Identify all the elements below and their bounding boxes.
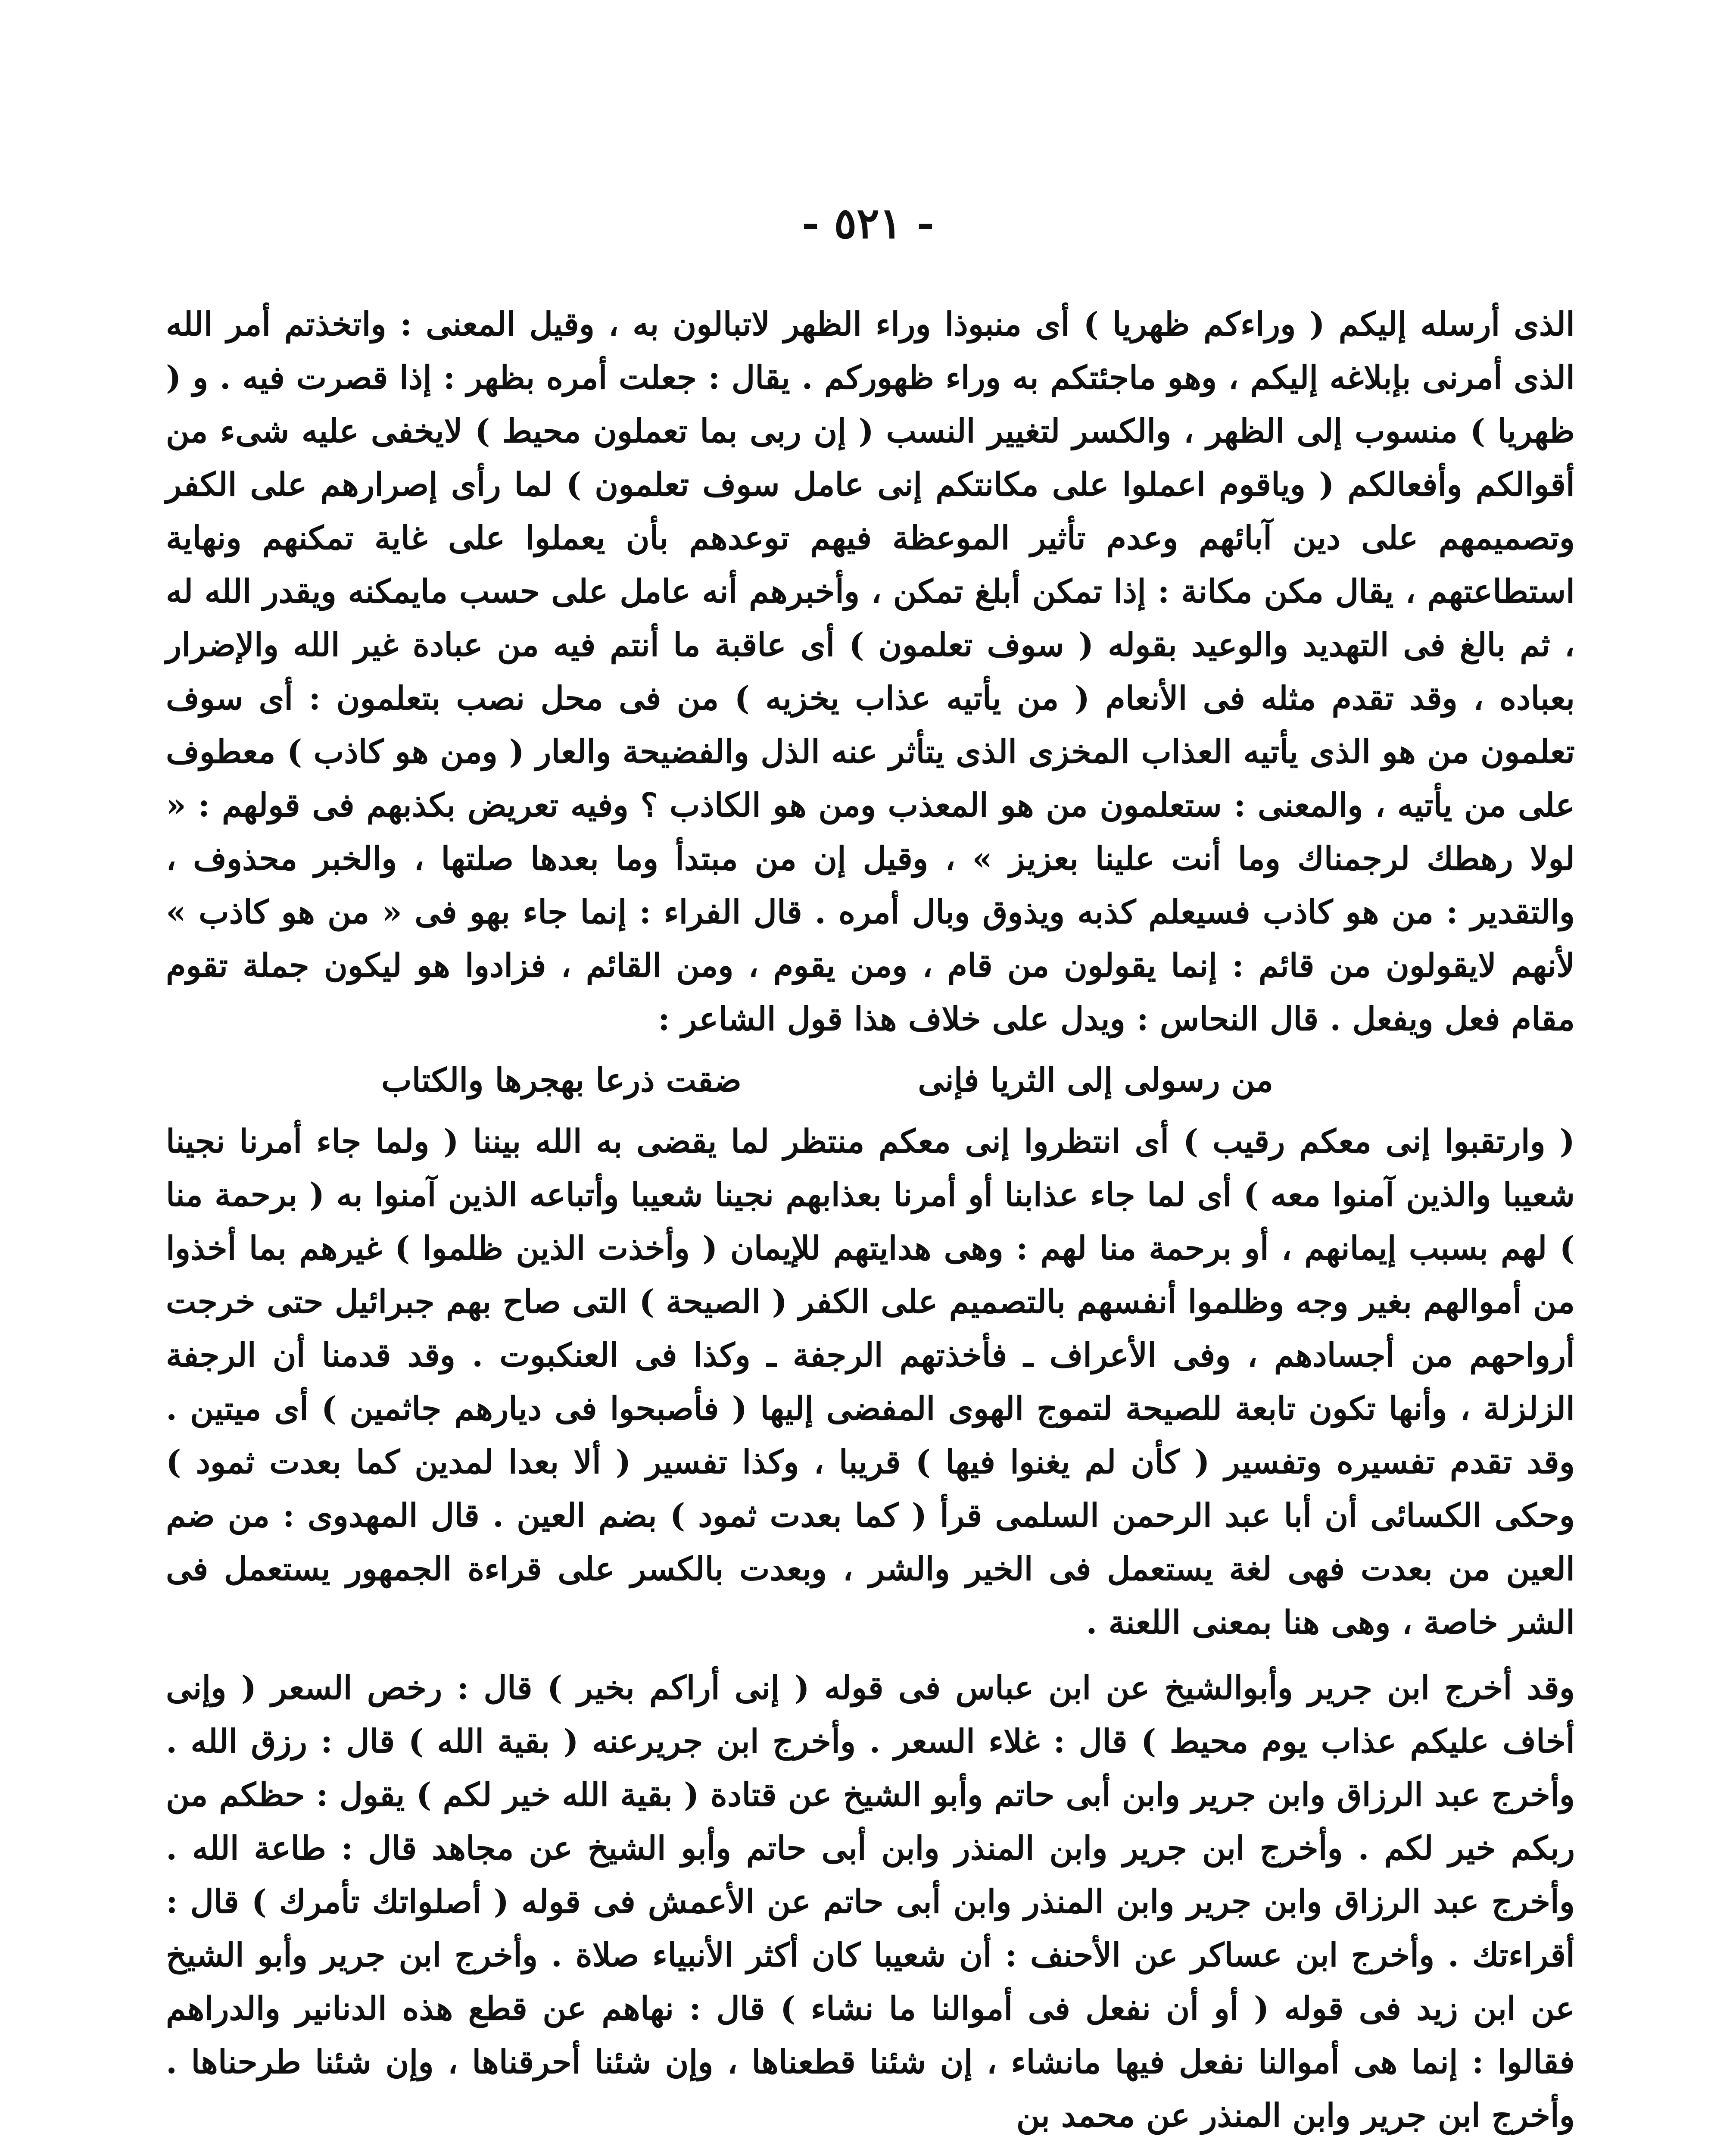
poetry-verse [166,1053,1575,1107]
page-number: - ٥٢١ - [801,199,935,248]
verse-second-hemistich: ضقت ذرعا بهجرها والكتاب [381,1061,742,1099]
paragraph-commentary-2: ( وارتقبوا إنى معكم رقيب ) أى انتظروا إنى معكم منتظر لما يقضى به الله بيننا ( ولما جاء أمرنا نجينا شعيبا والذين آمنوا معه ) أى لما جاء عذابنا أو أمرنا بعذابهم نجينا شعيبا وأتباعه الذين آمنوا به ( برحمة منا ) لهم بسبب إيمانهم ، أو برحمة منا لهم : وهى هدايتهم للإيمان ( وأخذت الذين ظلموا ) غيرهم بما أخذوا من أموالهم بغير وجه وظلموا أنفسهم بالتصميم على الكفر ( الصيحة ) التى صاح بهم جبرائيل حتى خرجت أرواحهم من أجسادهم ، وفى الأعراف ـ فأخذتهم الرجفة ـ وكذا فى العنكبوت . وقد قدمنا أن الرجفة الزلزلة ، وأنها تكون تابعة للصيحة لتموج الهوى المفضى إليها ( فأصبحوا فى ديارهم جاثمين ) أى ميتين . وقد تقدم تفسيره وتفسير ( كأن لم يغنوا فيها ) قريبا ، وكذا تفسير ( ألا بعدا لمدين كما بعدت ثمود ) وحكى الكسائى أن أبا عبد الرحمن السلمى قرأ ( كما بعدت ثمود ) بضم العين . قال المهدوى : من ضم العين من بعدت فهى لغة يستعمل فى الخير والشر ، وبعدت بالكسر على قراءة الجمهور يستعمل فى الشر خاصة ، وهى هنا بمعنى اللعنة . [166,1122,1575,1641]
main-text-block [166,297,1575,2142]
paragraph-commentary-1: الذى أرسله إليكم ( وراءكم ظهريا ) أى منبوذا وراء الظهر لاتبالون به ، وقيل المعنى : واتخذتم أمر الله الذى أمرنى بإبلاغه إليكم ، وهو ماجئتكم به وراء ظهوركم . يقال : جعلت أمره بظهر : إذا قصرت فيه . و ( ظهريا ) منسوب إلى الظهر ، والكسر لتغيير النسب ( إن ربى بما تعملون محيط ) لايخفى عليه شىء من أقوالكم وأفعالكم ( وياقوم اعملوا على مكانتكم إنى عامل سوف تعلمون ) لما رأى إصرارهم على الكفر وتصميمهم على دين آبائهم وعدم تأثير الموعظة فيهم توعدهم بأن يعملوا على غاية تمكنهم ونهاية استطاعتهم ، يقال مكن مكانة : إذا تمكن أبلغ تمكن ، وأخبرهم أنه عامل على حسب مايمكنه ويقدر الله له ، ثم بالغ فى التهديد والوعيد بقوله ( سوف تعلمون ) أى عاقبة ما أنتم فيه من عبادة غير الله والإضرار بعباده ، وقد تقدم مثله فى الأنعام ( من يأتيه عذاب يخزيه ) من فى محل نصب بتعلمون : أى سوف تعلمون من هو الذى يأتيه العذاب المخزى الذى يتأثر عنه الذل والفضيحة والعار ( ومن هو كاذب ) معطوف على من يأتيه ، والمعنى : ستعلمون من هو المعذب ومن هو الكاذب ؟ وفيه تعريض بكذبهم فى قولهم : « لولا رهطك لرجمناك وما أنت علينا بعزيز » ، وقيل إن من مبتدأ وما بعدها صلتها ، والخبر محذوف ، والتقدير : من هو كاذب فسيعلم كذبه ويذوق وبال أمره . قال الفراء : إنما جاء بهو فى « من هو كاذب » لأنهم لايقولون من قائم : إنما يقولون من قام ، ومن يقوم ، ومن القائم ، فزادوا هو ليكون جملة تقوم مقام فعل ويفعل . قال النحاس : ويدل على خلاف هذا قول الشاعر : [166,305,1575,1038]
paragraph-narrations: وقد أخرج ابن جرير وأبوالشيخ عن ابن عباس فى قوله ( إنى أراكم بخير ) قال : رخص السعر ( وإنى أخاف عليكم عذاب يوم محيط ) قال : غلاء السعر . وأخرج ابن جريرعنه ( بقية الله ) قال : رزق الله . وأخرج عبد الرزاق وابن جرير وابن أبى حاتم وأبو الشيخ عن قتادة ( بقية الله خير لكم ) يقول : حظكم من ربكم خير لكم . وأخرج ابن جرير وابن المنذر وابن أبى حاتم وأبو الشيخ عن مجاهد قال : طاعة الله . وأخرج عبد الرزاق وابن جرير وابن المنذر وابن أبى حاتم عن الأعمش فى قوله ( أصلواتك تأمرك ) قال : أقراءتك . وأخرج ابن عساكر عن الأحنف : أن شعيبا كان أكثر الأنبياء صلاة . وأخرج ابن جرير وأبو الشيخ عن ابن زيد فى قوله ( أو أن نفعل فى أموالنا ما نشاء ) قال : نهاهم عن قطع هذه الدنانير والدراهم فقالوا : إنما هى أموالنا نفعل فيها مانشاء ، إن شئنا قطعناها ، وإن شئنا أحرقناها ، وإن شئنا طرحناها . وأخرج ابن جرير وابن المنذر عن محمد بن [166,1669,1575,2134]
verse-first-hemistich: من رسولى إلى الثريا فإنى [918,1061,1273,1099]
